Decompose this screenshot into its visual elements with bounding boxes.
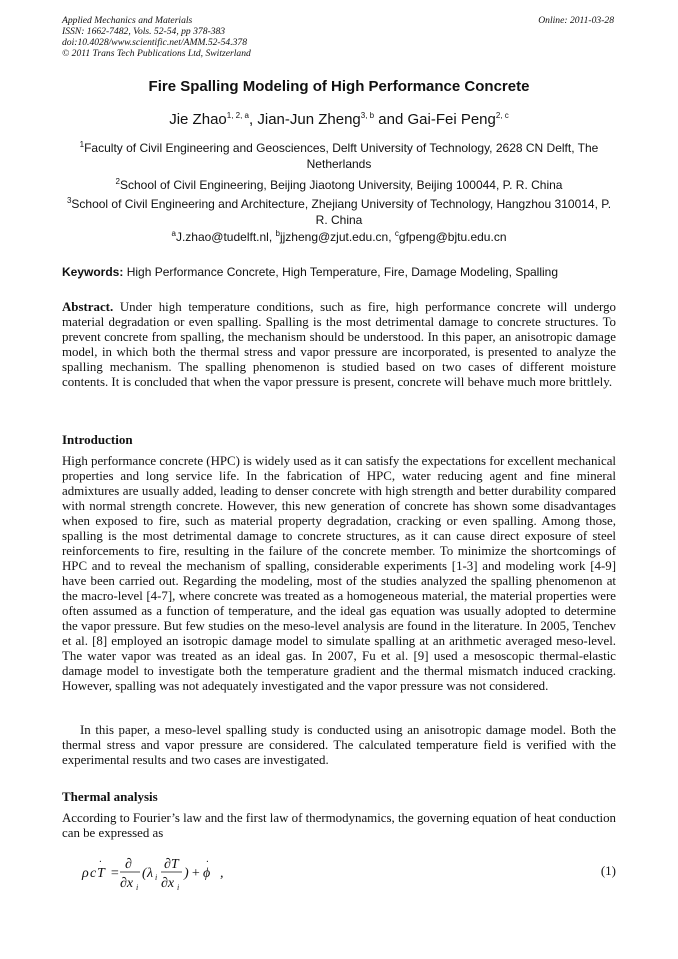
affiliation-3	[62, 193, 616, 228]
email-link[interactable]: J.zhao@tudelft.nl,	[175, 230, 276, 244]
email-list	[62, 229, 616, 244]
affiliation-marker: 3	[66, 196, 72, 205]
journal-name: Applied Mechanics and Materials	[62, 15, 193, 26]
affiliation-text: Faculty of Civil Engineering and Geosciences, Delft University of Technology, 2628 CN Delft, The Netherlands	[84, 141, 599, 171]
doi-line: doi:10.4028/www.scientific.net/AMM.52-54.378	[62, 37, 248, 48]
author-name: Gai-Fei Peng	[407, 111, 496, 128]
svg-text:i: i	[136, 883, 139, 892]
affiliation-2	[62, 174, 616, 193]
author-superscript: 1, 2, a	[226, 111, 250, 120]
keywords-line	[62, 265, 616, 279]
author-name: Jie Zhao	[169, 111, 227, 128]
affiliation-text: School of Civil Engineering, Beijing Jiaotong University, Beijing 100044, P. R. China	[119, 178, 563, 192]
svg-text:∂x: ∂x	[161, 876, 175, 891]
abstract-paragraph	[62, 300, 616, 390]
thermal-heading: Thermal analysis	[62, 789, 158, 804]
introduction-heading: Introduction	[62, 432, 133, 447]
svg-text:T: T	[97, 866, 105, 881]
intro-paragraph-2: In this paper, a meso-level spalling study is conducted using an anisotropic damage model. Both the thermal stress and vapor pressure are considered. The calculated temperature field is verified with the experimental results and two cases are investigated.	[62, 723, 616, 767]
svg-text:∂x: ∂x	[120, 876, 134, 891]
equation-graphic	[80, 853, 380, 893]
svg-text:+: +	[191, 866, 201, 881]
svg-text:ρ: ρ	[82, 866, 89, 881]
svg-text:∂T: ∂T	[164, 857, 179, 872]
email-marker: c	[394, 229, 399, 238]
abstract-label: Abstract.	[62, 300, 114, 314]
svg-text:i: i	[177, 883, 180, 892]
online-date: Online: 2011-03-28	[538, 15, 614, 26]
svg-text:λ: λ	[147, 866, 154, 881]
copyright-line: © 2011 Trans Tech Publications Ltd, Switzerland	[62, 48, 251, 59]
svg-text:): )	[184, 866, 189, 881]
thermal-paragraph: According to Fourier’s law and the first law of thermodynamics, the governing equation of heat conduction can be expressed as	[62, 811, 616, 840]
keywords-label: Keywords:	[62, 265, 124, 279]
email-marker: b	[275, 229, 280, 238]
svg-text:(: (	[142, 866, 147, 881]
svg-text:c: c	[90, 866, 97, 881]
author-name: Jian-Jun Zheng	[257, 111, 361, 128]
intro-paragraph-1: High performance concrete (HPC) is widely used as it can satisfy the expectations for excellent mechanical properties and long service life. In the fabrication of HPC, water reducing agent and fine mineral admixtures are usually added, leading to denser concrete with high strength and better durability compared with normal strength concrete. However, this new generation of concrete has shown some disadvantages when exposed to fire, such as material property degradation, cracking or even spalling. Among those, spalling is the most detrimental damage to concrete structures, as it can cause direct exposure of steel reinforcements to fire, resulting in the failure of the concrete member. To minimize the shortcomings of HPC and to reveal the mechanism of spalling, considerable experiments [1-3] and modeling work [4-9] have been carried out. Regarding the modeling, most of the studies analyzed the spalling phenomenon at the macro-level [4-7], where concrete was treated as a homogeneous material, the material properties were often assumed as a function of temperature, and the ideal gas equation was usually adopted to determine the vapor pressure. But few studies on the meso-level analysis are found in the literature. In 2005, Tenchev et al. [8] employed an isotropic damage model to simulate spalling at an arithmetic averaged meso-level. The water vapor was treated as an ideal gas. In 2007, Fu et al. [9] used a mesoscopic thermal-elastic damage model to investigate both the temperature gradient and the thermal mismatch induced cracking. However, spalling was not adequately investigated and the vapor pressure was not considered.	[62, 454, 616, 693]
author-superscript: 2, c	[495, 111, 509, 120]
svg-text:·: ·	[99, 857, 102, 868]
affiliation-marker: 2	[115, 177, 120, 186]
svg-text:ϕ: ϕ	[203, 866, 211, 881]
svg-text:=: =	[110, 866, 120, 881]
email-link[interactable]: jjzheng@zjut.edu.cn,	[279, 230, 395, 244]
author-separator: ,	[249, 111, 258, 128]
svg-text:·: ·	[206, 857, 209, 868]
author-list	[62, 111, 616, 128]
journal-header	[62, 15, 614, 59]
paper-title: Fire Spalling Modeling of High Performance Concrete	[148, 78, 530, 95]
equation-number: (1)	[600, 863, 616, 878]
email-marker: a	[171, 229, 176, 238]
author-separator: and	[374, 111, 408, 128]
svg-text:i: i	[155, 873, 158, 882]
heat-equation	[80, 853, 380, 893]
affiliation-1	[62, 137, 616, 172]
author-superscript: 3, b	[360, 111, 375, 120]
issn-line: ISSN: 1662-7482, Vols. 52-54, pp 378-383	[62, 26, 226, 37]
svg-text:,: ,	[220, 866, 224, 881]
affiliation-marker: 1	[79, 140, 85, 149]
svg-text:∂: ∂	[125, 857, 132, 872]
keywords-text: High Performance Concrete, High Temperature, Fire, Damage Modeling, Spalling	[123, 265, 559, 279]
email-link[interactable]: gfpeng@bjtu.edu.cn	[398, 230, 507, 244]
affiliation-text: School of Civil Engineering and Architecture, Zhejiang University of Technology, Hangzhou 310014, P. R. China	[71, 197, 612, 227]
abstract-text: Under high temperature conditions, such as fire, high performance concrete will undergo material degradation or even spalling. Spalling is the most detrimental damage to concrete structures. To prevent concrete from spalling, the mechanism should be understood. In this paper, an anisotropic damage model, in which both the thermal stress and vapor pressure are incorporated, is presented to analyze the spalling mechanism. The spalling phenomenon is studied based on two cases of different moisture contents. It is concluded that when the vapor pressure is present, concrete will behave much more brittlely.	[62, 300, 616, 389]
